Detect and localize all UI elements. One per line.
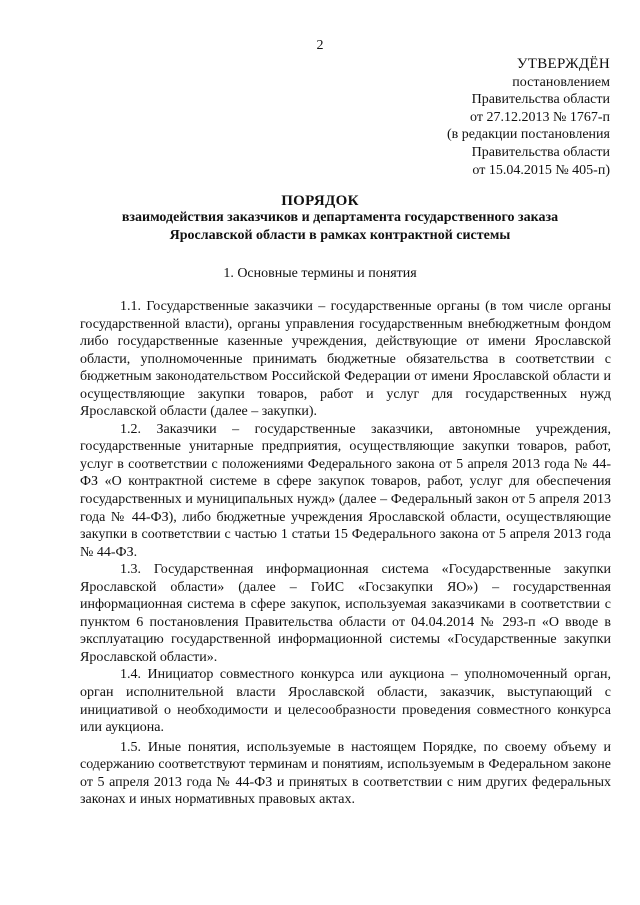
approval-by: постановлением <box>512 74 610 90</box>
paragraph-1-2: 1.2. Заказчики – государственные заказчики, автономные учреждения, государственные унитарные предприятия, осуществляющие закупки товаров, работ, услуг в соответствии с положениями Федерального закона от 5 апреля 2013 года № 44-ФЗ «О контрактной системе в сфере закупок товаров, работ, услуг для обеспечения государственных и муниципальных нужд» (далее – Федеральный закон от 5 апреля 2013 года № 44-ФЗ), либо бюджетные учреждения Ярославской области, осуществляющие закупки в соответствии с частью 1 статьи 15 Федерального закона от 5 апреля 2013 года № 44-ФЗ. <box>80 421 611 560</box>
approval-approved: УТВЕРЖДЁН <box>516 56 610 72</box>
approval-date-number: от 27.12.2013 № 1767-п <box>470 109 610 125</box>
approval-edition-date-number: от 15.04.2015 № 405-п) <box>472 162 610 178</box>
document-body <box>80 298 611 809</box>
approval-stamp <box>310 56 610 179</box>
approval-edition: (в редакции постановления <box>446 127 610 143</box>
document-title: ПОРЯДОК <box>281 193 359 209</box>
paragraph-1-5: 1.5. Иные понятия, используемые в настоящем Порядке, по своему объему и содержанию соответствуют терминам и понятиям, используемым в Федеральном законе от 5 апреля 2013 года № 44-ФЗ и принятых в соответствии с ним других федеральных законах и иных нормативных правовых актах. <box>80 739 611 808</box>
paragraph-1-1: 1.1. Государственные заказчики – государственные органы (в том числе органы государственной власти), органы управления государственным внебюджетным фондом либо государственные казенные учреждения, действующие от имени Ярославской области, уполномоченные принимать бюджетные обязательства в соответствии с бюджетным законодательством Российской Федерации от имени Ярославской области и осуществляющие закупки товаров, работ и услуг для государственных нужд Ярославской области (далее – закупки). <box>80 299 611 420</box>
paragraph-1-3: 1.3. Государственная информационная система «Государственные закупки Ярославской области» (далее – ГоИС «Госзакупки ЯО») – государственная информационная система в сфере закупок, используемая заказчиками в соответствии с пунктом 6 постановления Правительства области от 04.04.2014 № 293-п «О вводе в эксплуатацию государственной информационной системы «Государственные закупки Ярославской области». <box>80 562 611 665</box>
approval-edition-authority: Правительства области <box>471 144 610 160</box>
approval-authority: Правительства области <box>471 92 610 108</box>
page-number: 2 <box>316 38 324 53</box>
paragraph-1-4: 1.4. Инициатор совместного конкурса или аукциона – уполномоченный орган, орган исполнительной власти Ярославской области, заказчик, выступающий с инициативой о необходимости и целесообразности проведения совместного конкурса или аукциона. <box>80 667 611 736</box>
section-heading: 1. Основные термины и понятия <box>223 266 417 281</box>
document-subtitle: взаимодействия заказчиков и департамента государственного заказа Ярославской области в рамках контрактной системы <box>121 210 559 243</box>
